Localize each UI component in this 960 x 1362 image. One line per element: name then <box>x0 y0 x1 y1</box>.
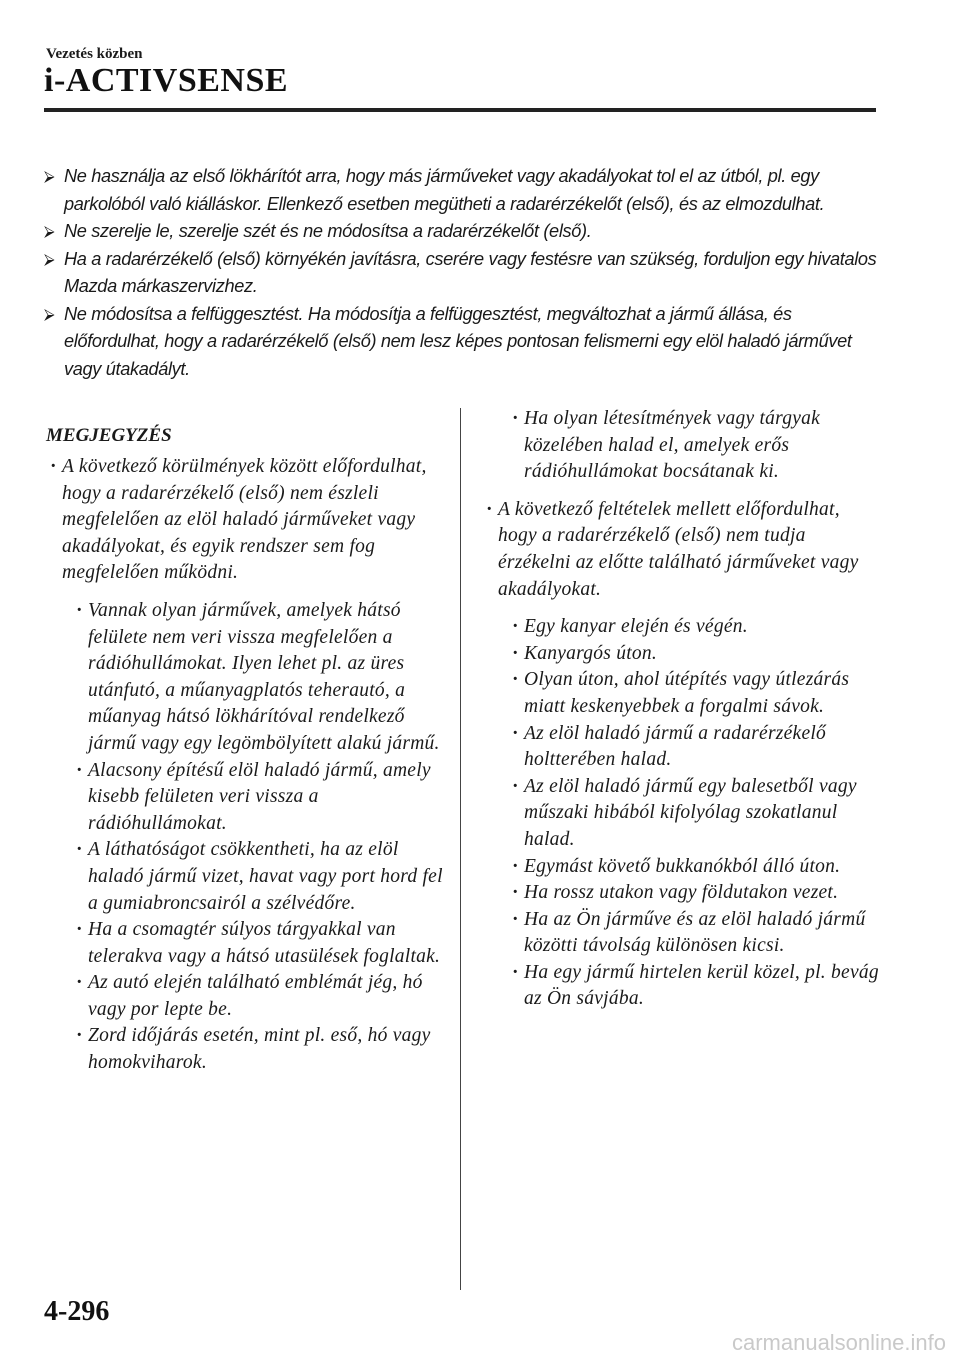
note-sub-bullet <box>482 614 882 641</box>
note-sub-bullet <box>46 917 446 970</box>
note-sub-bullet-text: Kanyargós úton. <box>524 642 658 664</box>
note-sub-bullet-text: Az elöl haladó jármű egy balesetből vagy műszaki hibából kifolyólag szokatlanul halad. <box>524 775 857 850</box>
warning-text: Ne szerelje le, szerelje szét és ne módosítsa a radarérzékelőt (első). <box>64 221 592 241</box>
warning-list <box>44 163 884 383</box>
warning-item <box>44 218 884 246</box>
note-sub-bullet <box>482 960 882 1013</box>
bullet-dot-icon: · <box>512 882 519 904</box>
note-sub-bullet-text: Egymást követő bukkanókból álló úton. <box>524 855 841 877</box>
note-sub-bullet-text: Ha egy jármű hirtelen kerül közel, pl. bevág az Ön sávjába. <box>524 961 879 1010</box>
note-sub-bullet-text: Az autó elején található emblémát jég, hó vagy por lepte be. <box>88 972 423 1020</box>
bullet-dot-icon: · <box>512 722 519 744</box>
note-sub-bullet-text: Egy kanyar elején és végén. <box>524 616 748 638</box>
page-title: i-ACTIVSENSE <box>44 62 289 99</box>
bullet-dot-icon: · <box>486 498 493 520</box>
note-sub-bullet-text: Zord időjárás esetén, mint pl. eső, hó vagy homokviharok. <box>88 1025 431 1074</box>
note-sub-bullet <box>482 880 882 907</box>
note-bullet <box>482 497 882 603</box>
bullet-dot-icon: · <box>512 642 519 664</box>
note-column-right <box>482 406 882 1013</box>
note-sub-bullet-text: Ha az Ön járműve és az elöl haladó jármű közötti távolság különösen kicsi. <box>524 908 866 957</box>
note-bullet-text: A következő körülmények között előfordulhat, hogy a radarérzékelő (első) nem észleli megfelelően az elöl haladó járműveket vagy akadályokat, és egyik rendszer sem fog megfelelően működni. <box>62 456 427 584</box>
note-heading: MEGJEGYZÉS <box>46 425 172 446</box>
note-sub-bullet <box>482 721 882 774</box>
arrow-right-icon: ⮚ <box>44 223 55 240</box>
arrow-right-icon: ⮚ <box>44 250 55 268</box>
bullet-dot-icon: · <box>512 775 519 797</box>
note-sub-bullet <box>482 406 882 486</box>
note-sub-bullet-text: Ha olyan létesítmények vagy tárgyak közelében halad el, amelyek erős rádióhullámokat bocsátanak ki. <box>524 408 821 483</box>
bullet-dot-icon: · <box>76 919 83 941</box>
note-sub-bullet-text: A láthatóságot csökkentheti, ha az elöl haladó jármű vizet, havat vagy port hord fel a gumiabroncsairól a szélvédőre. <box>88 839 443 914</box>
bullet-dot-icon: · <box>512 908 519 930</box>
note-bullet-text: A következő feltételek mellett előfordulhat, hogy a radarérzékelő (első) nem tudja érzékelni az előtte található járműveket vagy akadályokat. <box>498 498 859 600</box>
title-rule <box>44 108 876 112</box>
bullet-dot-icon: · <box>76 599 83 621</box>
note-sub-bullet <box>46 970 446 1023</box>
section-label: Vezetés közben <box>46 46 143 62</box>
note-sub-bullet <box>482 774 882 854</box>
warning-text: Ne használja az első lökhárítót arra, hogy más járműveket vagy akadályokat tol el az útból, pl. egy parkolóból való kiálláskor. Ellenkező esetben megütheti a radarérzékelőt (első), és az elmozdulhat. <box>64 166 825 214</box>
note-sub-bullet-text: Alacsony építésű elöl haladó jármű, amely kisebb felületen veri vissza a rádióhullámokat. <box>88 759 431 834</box>
page-number: 4-296 <box>44 1296 110 1327</box>
bullet-dot-icon: · <box>76 1025 83 1047</box>
note-sub-bullet <box>482 907 882 960</box>
bullet-dot-icon: · <box>512 616 519 638</box>
note-sub-bullet-text: Az elöl haladó jármű a radarérzékelő holtterében halad. <box>524 722 827 771</box>
note-bullet <box>46 454 446 587</box>
bullet-dot-icon: · <box>76 839 83 861</box>
arrow-right-icon: ⮚ <box>44 168 55 185</box>
bullet-dot-icon: · <box>512 961 519 983</box>
note-sub-bullet <box>482 641 882 668</box>
bullet-dot-icon: · <box>512 855 519 877</box>
note-sub-bullet-text: Vannak olyan járművek, amelyek hátsó felülete nem veri vissza megfelelően a rádióhullámokat. Ilyen lehet pl. az üres utánfutó, a műanyagplatós teherautó, a műanyag hátsó lökhárítóval rendelkező jármű vagy egy legömbölyített alakú jármű. <box>88 599 440 754</box>
note-sub-bullet-text: Ha a csomagtér súlyos tárgyakkal van telerakva vagy a hátsó utasülések foglaltak. <box>88 919 441 967</box>
warning-item <box>44 246 884 301</box>
note-sub-bullet <box>46 598 446 758</box>
note-column-left <box>46 422 446 1077</box>
note-sub-bullet <box>46 1023 446 1076</box>
watermark: carmanualsonline.info <box>731 1330 946 1355</box>
bullet-dot-icon: · <box>76 972 83 994</box>
note-sub-bullet-text: Ha rossz utakon vagy földutakon vezet. <box>524 882 839 904</box>
column-divider <box>460 408 461 1290</box>
bullet-dot-icon: · <box>512 669 519 691</box>
arrow-right-icon: ⮚ <box>44 305 55 323</box>
note-sub-bullet <box>46 758 446 838</box>
bullet-dot-icon: · <box>50 456 57 477</box>
note-sub-bullet <box>482 854 882 881</box>
note-sub-bullet <box>482 667 882 720</box>
warning-item <box>44 163 884 218</box>
bullet-dot-icon: · <box>512 408 519 429</box>
note-sub-bullet-text: Olyan úton, ahol útépítés vagy útlezárás miatt keskenyebbek a forgalmi sávok. <box>524 669 850 717</box>
warning-item <box>44 301 884 384</box>
bullet-dot-icon: · <box>76 759 83 781</box>
note-sub-bullet <box>46 837 446 917</box>
warning-text: Ha a radarérzékelő (első) környékén javításra, cserére vagy festésre van szükség, forduljon egy hivatalos Mazda márkaszervizhez. <box>64 248 877 296</box>
warning-text: Ne módosítsa a felfüggesztést. Ha módosítja a felfüggesztést, megváltozhat a jármű állása, és előfordulhat, hogy a radarérzékelő (első) nem lesz képes pontosan felismerni egy elöl haladó járművet vagy útakadályt. <box>64 303 852 379</box>
